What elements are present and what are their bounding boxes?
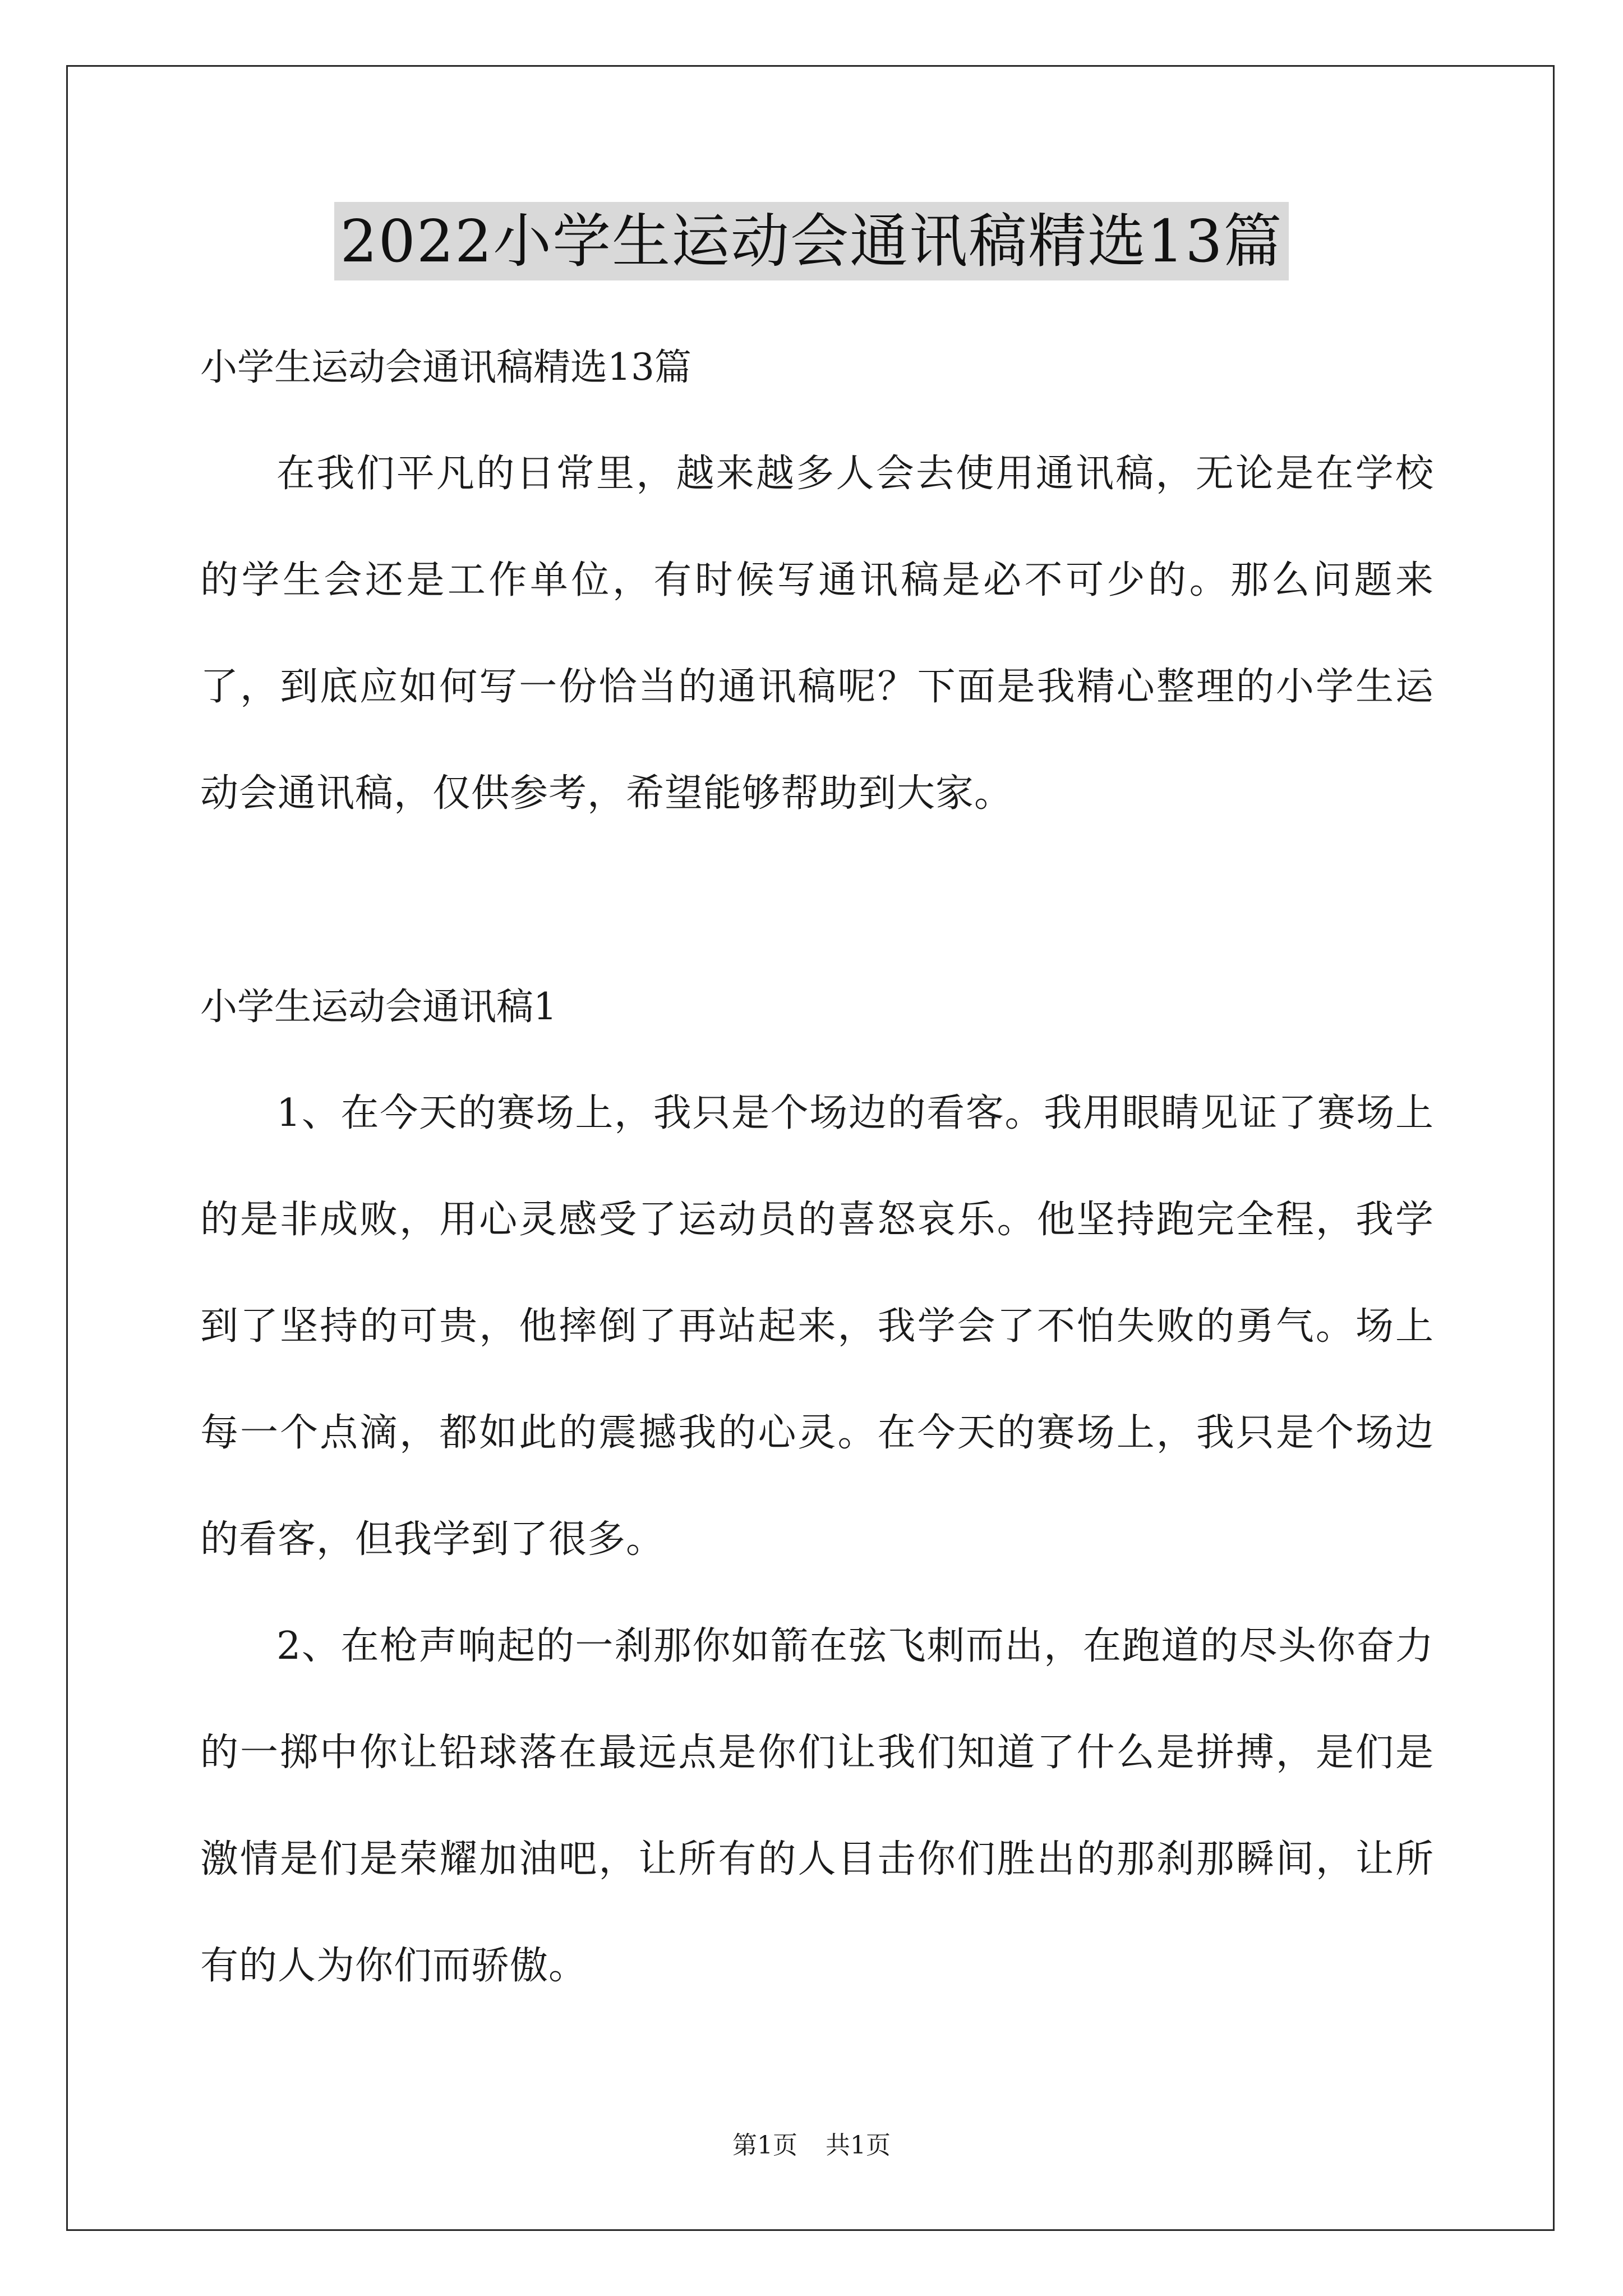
- page-number-current: 第1页: [732, 2131, 797, 2160]
- section-heading: 小学生运动会通讯稿1: [200, 985, 557, 1028]
- paragraph-1: 1、在今天的赛场上，我只是个场边的看客。我用眼睛见证了赛场上的是非成败，用心灵感受了运动员的喜怒哀乐。他坚持跑完全程，我学到了坚持的可贵，他摔倒了再站起来，我学会了不怕失败的勇气。场上每一个点滴，都如此的震撼我的心灵。在今天的赛场上，我只是个场边的看客，但我学到了很多。: [200, 1091, 1434, 1562]
- document-title: 2022小学生运动会通讯稿精选13篇: [334, 202, 1288, 280]
- page-footer: [0, 2129, 1623, 2162]
- document-body: [200, 314, 1434, 2019]
- paragraph-2: 2、在枪声响起的一刹那你如箭在弦飞刺而出，在跑道的尽头你奋力的一掷中你让铅球落在最远点是你们让我们知道了什么是拼搏，是们是激情是们是荣耀加油吧，让所有的人目击你们胜出的那刹那瞬间，让所有的人为你们而骄傲。: [200, 1624, 1434, 1988]
- spacer: [200, 847, 1434, 954]
- document-subtitle: 小学生运动会通讯稿精选13篇: [200, 346, 691, 389]
- title-wrap: [0, 202, 1623, 280]
- page-number-total: 共1页: [826, 2131, 891, 2160]
- intro-paragraph: 在我们平凡的日常里，越来越多人会去使用通讯稿，无论是在学校的学生会还是工作单位，有时候写通讯稿是必不可少的。那么问题来了，到底应如何写一份恰当的通讯稿呢？下面是我精心整理的小学生运动会通讯稿，仅供参考，希望能够帮助到大家。: [200, 452, 1434, 816]
